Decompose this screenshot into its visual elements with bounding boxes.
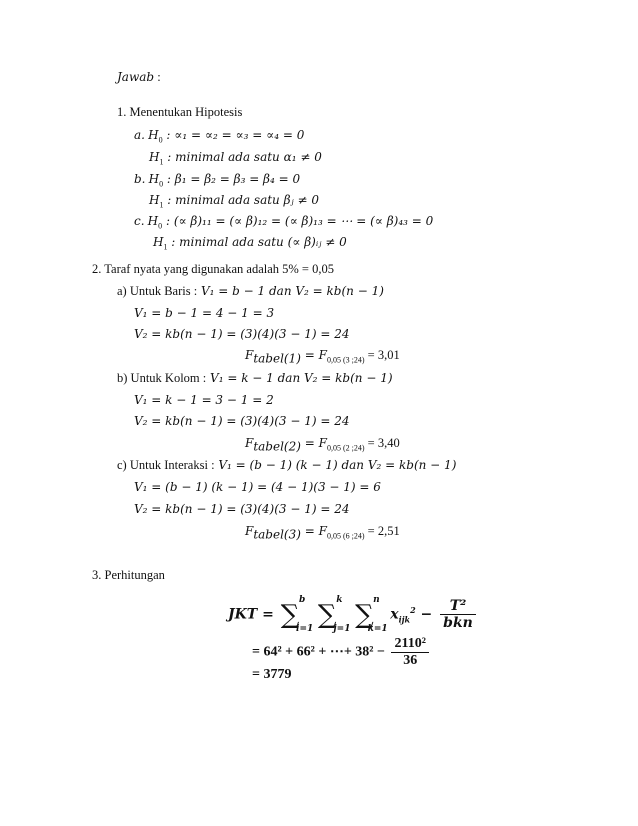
jkt-label: JKT =	[228, 606, 274, 623]
section2-b-v1: V₁ = k − 1 = 3 − 1 = 2	[134, 393, 274, 407]
section1-title: 1. Menentukan Hipotesis	[117, 105, 243, 119]
jawab-label: Jawab	[117, 70, 155, 84]
jkt-formula: JKT = ∑ b i=1 ∑ k j=1 ∑ n k=1 $x_{ijk}^2$ − $\frac{\text{T²}}{\text{bkn}}$	[228, 598, 479, 631]
sum-k: ∑ n k=1	[355, 594, 388, 634]
fraction-t2-bkn: $\frac{\text{T²}}{\text{bkn}}$	[440, 598, 476, 631]
section2-a-cond: a) Untuk Baris : V₁ = b − 1 dan V₂ = kb(n − 1)	[117, 284, 384, 298]
fraction-2110-36: $\frac{\text{2110²}}{36}$	[391, 636, 428, 669]
section2-title: 2. Taraf nyata yang digunakan adalah 5% = 0,05	[92, 262, 334, 276]
label-c: c.	[134, 214, 145, 228]
section2-a-v2: V₂ = kb(n − 1) = (3)(4)(3 − 1) = 24	[134, 327, 350, 341]
label-a: a.	[134, 128, 145, 142]
section1-a-h0: a. $H_0$ : ∝₁ = ∝₂ = ∝₃ = ∝₄ = 0	[134, 128, 305, 145]
section1-b-h0: b. $H_0$ : β₁ = β₂ = β₃ = β₄ = 0	[134, 172, 301, 189]
label-b: b.	[134, 172, 146, 186]
jkt-expansion: = 64² + 66² + ⋯+ 38² − $\frac{\text{2110²}}{36}$	[252, 636, 432, 669]
section2-a-ftable: $F_{tabel(1)} = F_{0,05 (3 ;24)} = 3,01$	[245, 348, 400, 366]
section2-a-v1: V₁ = b − 1 = 4 − 1 = 3	[134, 306, 275, 320]
sum-i: ∑ b i=1	[280, 594, 314, 634]
section1-a-h1: $H_1$ : minimal ada satu α₁ ≠ 0	[149, 150, 322, 167]
section3-title: 3. Perhitungan	[92, 568, 165, 582]
section1-c-h1: $H_1$ : minimal ada satu (∝ β)ᵢⱼ ≠ 0	[153, 235, 347, 252]
section2-b-ftable: $F_{tabel(2)} = F_{0,05 (2 ;24)} = 3,40$	[245, 436, 400, 454]
section1-c-h0: c. $H_0$ : (∝ β)₁₁ = (∝ β)₁₂ = (∝ β)₁₃ = ⋯ = (∝ β)₄₃ = 0	[134, 214, 434, 231]
section2-b-v2: V₂ = kb(n − 1) = (3)(4)(3 − 1) = 24	[134, 414, 350, 428]
section2-c-ftable: $F_{tabel(3)} = F_{0,05 (6 ;24)} = 2,51$	[245, 524, 400, 542]
jawab-colon: :	[157, 70, 161, 84]
sum-j: ∑ k j=1	[317, 594, 351, 634]
section1-b-h1: $H_1$ : minimal ada satu βⱼ ≠ 0	[149, 193, 320, 210]
jawab-heading	[117, 69, 161, 85]
section2-c-v2: V₂ = kb(n − 1) = (3)(4)(3 − 1) = 24	[134, 502, 350, 516]
section2-c-cond: c) Untuk Interaksi : V₁ = (b − 1) (k − 1) dan V₂ = kb(n − 1)	[117, 458, 457, 472]
section2-b-cond: b) Untuk Kolom : V₁ = k − 1 dan V₂ = kb(n − 1)	[117, 371, 393, 385]
section2-c-v1: V₁ = (b − 1) (k − 1) = (4 − 1)(3 − 1) = 6	[134, 480, 381, 494]
jkt-result: = 3779	[252, 667, 292, 682]
